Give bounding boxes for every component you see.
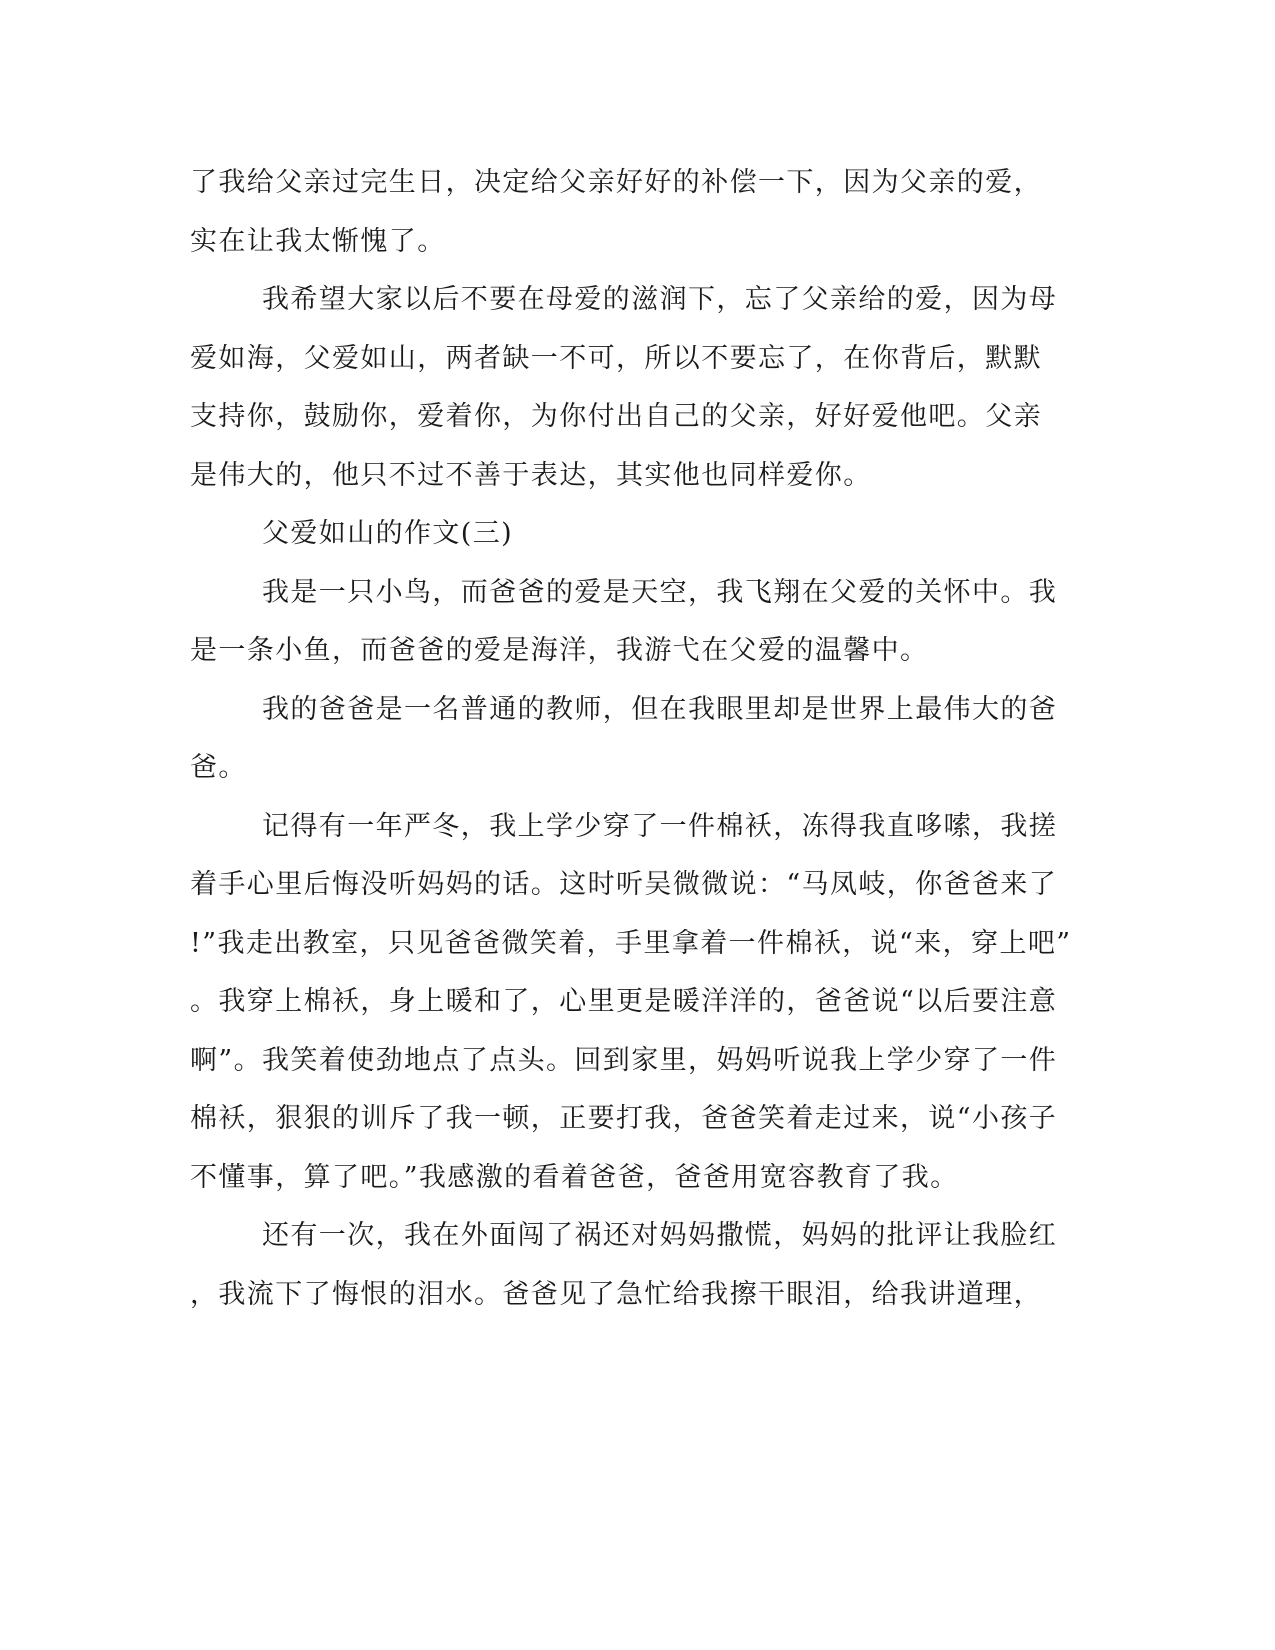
- paragraph-start-line: 我的爸爸是一名普通的教师，但在我眼里却是世界上最伟大的爸: [262, 694, 1058, 725]
- text-line: 支持你，鼓励你，爱着你，为你付出自己的父亲，好好爱他吧。父亲: [190, 401, 1042, 432]
- text-line: 。我穿上棉袄，身上暖和了，心里更是暖洋洋的，爸爸说“以后要注意: [190, 986, 1058, 1017]
- paragraph-start-line: 还有一次，我在外面闯了祸还对妈妈撒慌，妈妈的批评让我脸红: [262, 1220, 1058, 1251]
- text-line: 爸。: [190, 752, 247, 783]
- text-line: 了我给父亲过完生日，决定给父亲好好的补偿一下，因为父亲的爱，: [190, 167, 1042, 198]
- text-line: 是一条小鱼，而爸爸的爱是海洋，我游弋在父爱的温馨中。: [190, 635, 929, 666]
- text-line: 棉袄，狠狠的训斥了我一顿，正要打我，爸爸笑着走过来，说“小孩子: [190, 1103, 1058, 1134]
- text-line: 啊”。我笑着使劲地点了点头。回到家里，妈妈听说我上学少穿了一件: [190, 1045, 1058, 1076]
- text-line: 着手心里后悔没听妈妈的话。这时听吴微微说：“马凤岐，你爸爸来了: [190, 869, 1058, 900]
- paragraph-start-line: 我是一只小鸟，而爸爸的爱是天空，我飞翔在父爱的关怀中。我: [262, 577, 1058, 608]
- section-heading: 父爱如山的作文(三): [262, 518, 514, 549]
- text-line: 爱如海，父爱如山，两者缺一不可，所以不要忘了，在你背后，默默: [190, 343, 1042, 374]
- paragraph-start-line: 我希望大家以后不要在母爱的滋润下，忘了父亲给的爱，因为母: [262, 284, 1058, 315]
- text-line: 实在让我太惭愧了。: [190, 226, 446, 257]
- text-line: ，我流下了悔恨的泪水。爸爸见了急忙给我擦干眼泪，给我讲道理，: [190, 1279, 1042, 1310]
- text-line: !”我走出教室，只见爸爸微笑着，手里拿着一件棉袄，说“来，穿上吧”: [190, 928, 1072, 959]
- text-line: 不懂事，算了吧。”我感激的看着爸爸，爸爸用宽容教育了我。: [190, 1162, 959, 1193]
- text-line: 是伟大的，他只不过不善于表达，其实他也同样爱你。: [190, 460, 872, 491]
- paragraph-start-line: 记得有一年严冬，我上学少穿了一件棉袄，冻得我直哆嗦，我搓: [262, 811, 1058, 842]
